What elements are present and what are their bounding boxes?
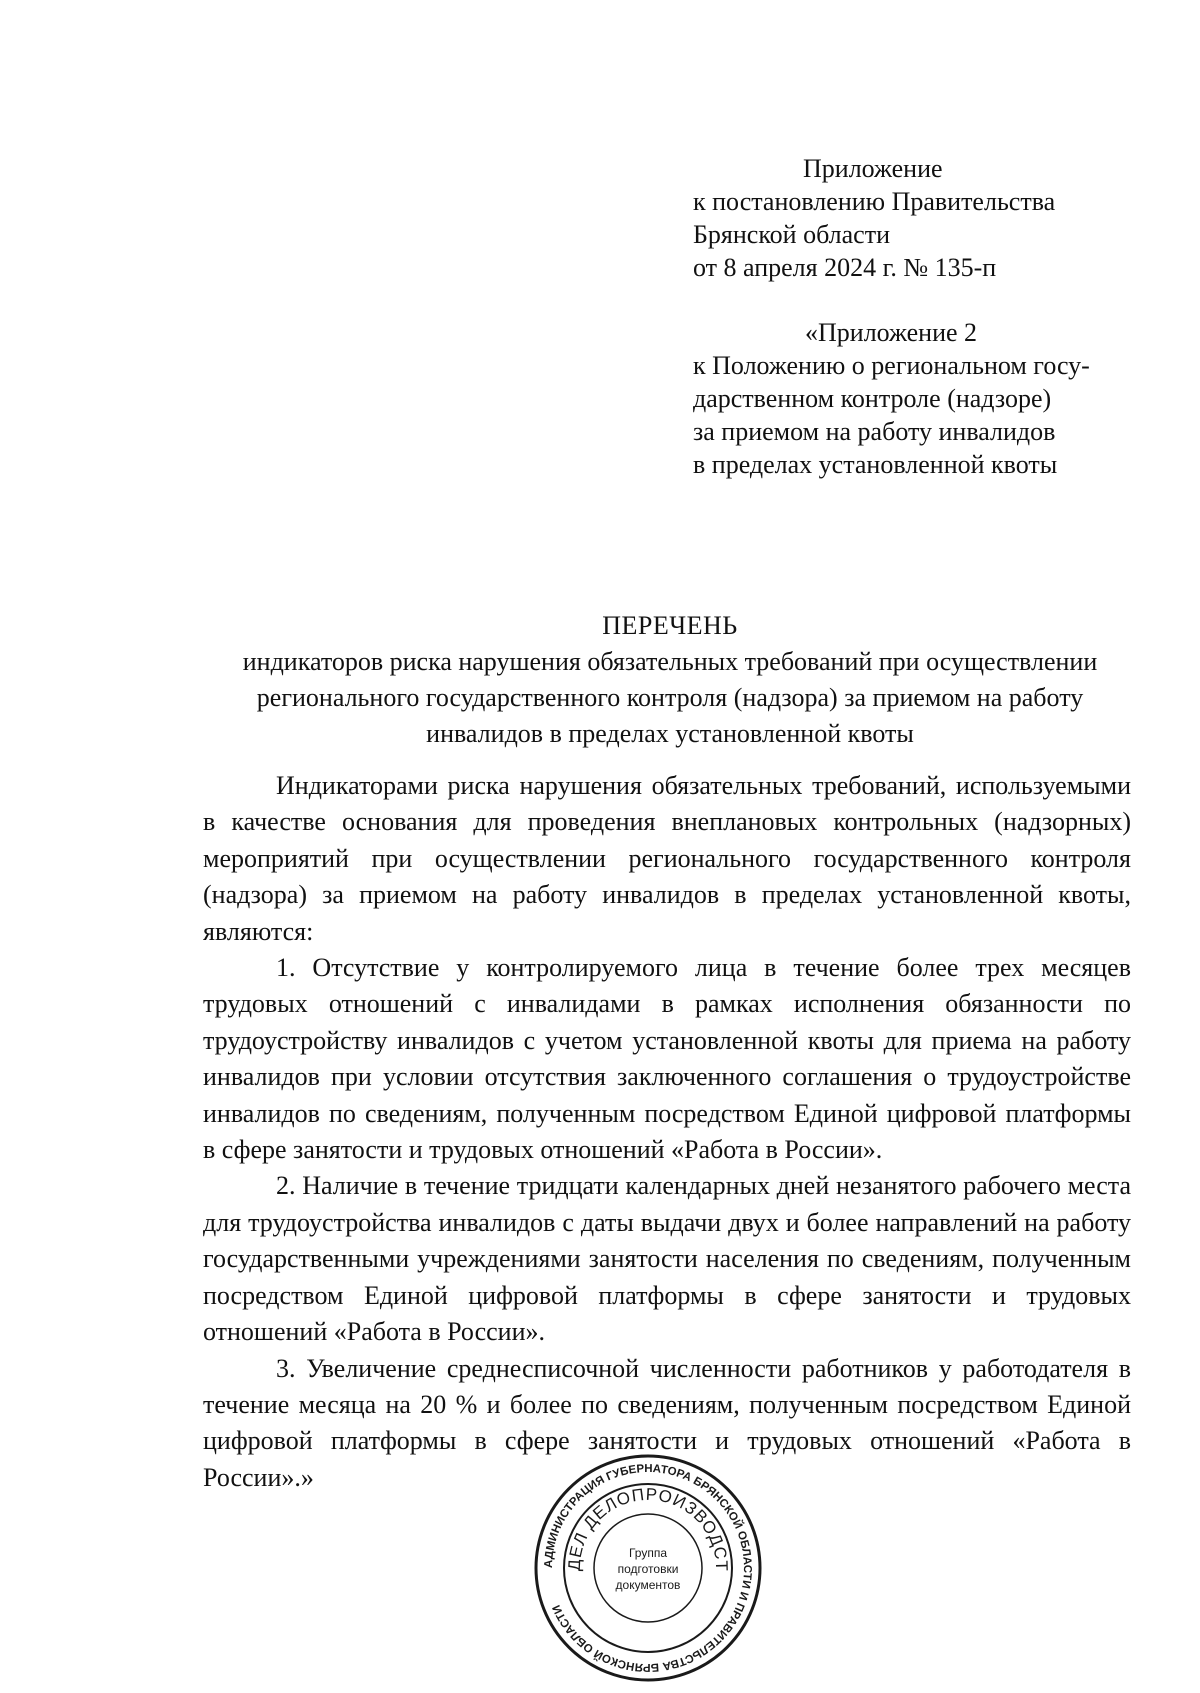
stamp-center-line-3: документов <box>615 1578 681 1592</box>
title-line-2: регионального государственного контроля (надзора) за приемом на работу <box>256 683 1084 712</box>
appendix-label: Приложение <box>803 154 943 183</box>
title-line-1: индикаторов риска нарушения обязательных требований при осуществлении <box>242 647 1098 676</box>
indicator-item-2: 2. Наличие в течение тридцати календарных дней незанятого рабочего места для трудоустройства инвалидов с даты выдачи двух и более направлений на работу государственными учреждениями занятости населения по сведениям, полученным посредством Единой цифровой платформы в сфере занятости и трудовых отношений «Работа в России». <box>203 1171 1131 1347</box>
appendix-date-number: от 8 апреля 2024 г. № 135-п <box>693 253 997 282</box>
stamp-seal-icon <box>532 1452 764 1684</box>
appendix2-line4: за приемом на работу инвалидов <box>693 417 1056 446</box>
appendix2-line3: дарственном контроле (надзоре) <box>693 384 1052 413</box>
title-line-3: инвалидов в пределах установленной квоты <box>426 719 914 748</box>
intro-paragraph: Индикаторами риска нарушения обязательных требований, используемыми в качестве основания для проведения внеплановых контрольных (надзорных) мероприятий при осуществлении регионального государственного контроля (надзора) за приемом на работу инвалидов в пределах установленной квоты, являются: <box>203 771 1131 946</box>
appendix-decree-line: к постановлению Правительства <box>693 187 1056 216</box>
stamp-middle-textpath: ДЕЛ ДЕЛОПРОИЗВОДСТ <box>564 1484 732 1573</box>
appendix2-line2: к Положению о региональном госу- <box>693 351 1090 380</box>
stamp-center-line-1: Группа <box>628 1546 668 1560</box>
stamp-outer-textpath: АДМИНИСТРАЦИЯ ГУБЕРНАТОРА БРЯНСКОЙ ОБЛАСТИ И ПРАВИТЕЛЬСТВА БРЯНСКОЙ ОБЛАСТИ <box>542 1462 754 1674</box>
indicator-item-1: 1. Отсутствие у контролируемого лица в течение более трех месяцев трудовых отношений с инвалидами в рамках исполнения обязанности по трудоустройству инвалидов с учетом установленной квоты для приема на работу инвалидов при условии отсутствия заключенного соглашения о трудоустройстве инвалидов по сведениям, полученным посредством Единой цифровой платформы в сфере занятости и трудовых отношений «Работа в России». <box>203 953 1131 1165</box>
stamp-center-line-2: подготовки <box>617 1562 679 1576</box>
appendix-region-line: Брянской области <box>693 220 890 249</box>
appendix2-label: «Приложение 2 <box>805 318 978 347</box>
appendix-header <box>693 152 1173 284</box>
official-stamp <box>532 1452 764 1684</box>
appendix2-line5: в пределах установленной квоты <box>693 450 1058 479</box>
title-heading: ПЕРЕЧЕНЬ <box>602 611 738 640</box>
indicator-item-3: 3. Увеличение среднесписочной численности работников у работодателя в течение месяца на 20 % и более по сведениям, полученным посредством Единой цифровой платформы в сфере занятости и трудовых отношений «Работа в России».» <box>203 1353 1131 1492</box>
document-body <box>203 768 1131 1496</box>
document-title <box>150 608 1190 752</box>
appendix2-header <box>693 316 1163 481</box>
